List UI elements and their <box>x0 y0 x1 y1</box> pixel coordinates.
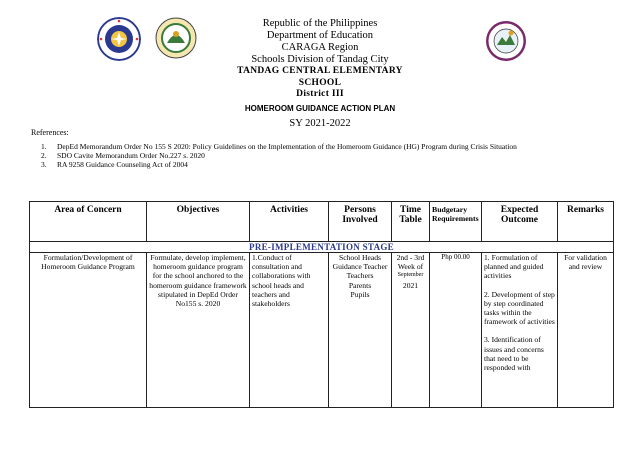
header-time-table: Time Table <box>392 202 430 242</box>
time-week-of: Week of <box>397 262 424 272</box>
header-budgetary-requirements: Budgetary Requirements <box>430 202 482 242</box>
time-year: 2021 <box>402 280 419 290</box>
references-list <box>41 142 601 169</box>
header-area-of-concern: Area of Concern <box>30 202 147 242</box>
plan-title: HOMEROOM GUIDANCE ACTION PLAN <box>244 104 396 113</box>
table-row <box>30 253 614 408</box>
person-item: Teachers <box>346 271 374 281</box>
time-range: 2nd - 3rd <box>396 253 425 262</box>
person-item: Pupils <box>350 289 370 299</box>
district-line: District III <box>296 89 344 99</box>
table-header-row <box>30 202 614 242</box>
outcome-item: 1. Formulation of planned and guided activities <box>484 253 544 281</box>
cell-time-table <box>392 253 430 408</box>
header-remarks: Remarks <box>558 202 614 242</box>
person-item: Guidance Teacher <box>332 262 388 272</box>
cell-persons <box>329 253 392 408</box>
letterhead <box>0 18 640 101</box>
person-item: Parents <box>348 280 372 290</box>
header-expected-outcome: Expected Outcome <box>482 202 558 242</box>
reference-item: 2. SDO Cavite Memorandum Order No.227 s. 2020 <box>41 151 205 160</box>
republic-line: Republic of the Philippines <box>262 18 378 29</box>
cell-expected-outcome <box>482 253 558 408</box>
school-year: SY 2021-2022 <box>289 118 351 129</box>
cell-objectives: Formulate, develop implement, homeroom guidance program for the school anchored to the homeroom guidance framework stipulated in DepEd Order No155 s. 2020 <box>147 253 250 408</box>
school-name: TANDAG CENTRAL ELEMENTARY <box>237 66 403 76</box>
department-line: Department of Education <box>266 30 374 41</box>
time-month: September <box>397 272 424 279</box>
outcome-item: 2. Development of step by step coordinated tasks within the framework of activities <box>484 289 555 327</box>
cell-area: Formulation/Development of Homeroom Guidance Program <box>30 253 147 408</box>
division-line: Schools Division of Tandag City <box>251 54 389 65</box>
stage-row <box>30 242 614 253</box>
cell-budget: Php 00.00 <box>430 253 482 408</box>
region-line: CARAGA Region <box>281 42 359 53</box>
cell-remarks: For validation and review <box>558 253 614 408</box>
header-objectives: Objectives <box>147 202 250 242</box>
reference-item: 1. DepEd Memorandum Order No 155 S 2020: Policy Guidelines on the Implementation of the Homeroom Guidance (HG) Program during Crisis Situation <box>41 142 517 151</box>
references-label: References: <box>31 128 69 137</box>
reference-item: 3. RA 9258 Guidance Counseling Act of 2004 <box>41 160 188 169</box>
action-plan-table <box>29 201 614 408</box>
header-persons-involved: Persons Involved <box>329 202 392 242</box>
header-activities: Activities <box>250 202 329 242</box>
school-word: SCHOOL <box>298 77 342 88</box>
cell-activities: 1.Conduct of consultation and collaborations with school heads and teachers and stakeholders <box>250 253 329 408</box>
person-item: School Heads <box>339 253 381 262</box>
stage-label: PRE-IMPLEMENTATION STAGE <box>30 242 614 253</box>
outcome-item: 3. Identification of issues and concerns that need to be responded with <box>484 335 544 373</box>
